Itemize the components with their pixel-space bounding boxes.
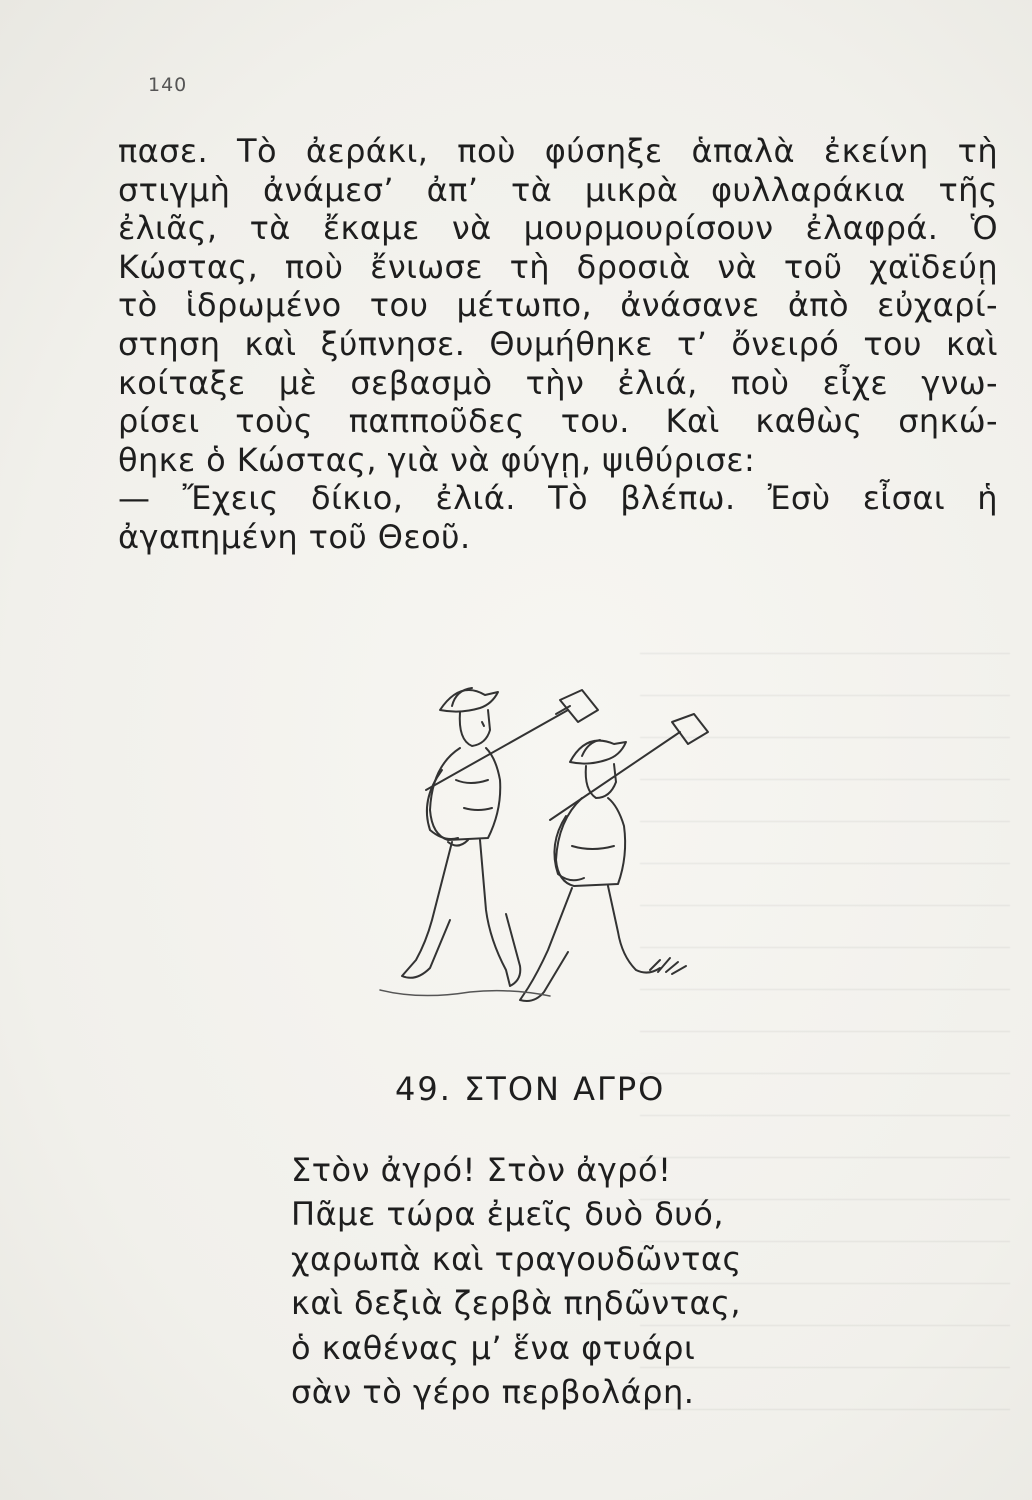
prose-line: ἐλιᾶς, τὰ ἔκαμε νὰ μουρμουρίσουν ἐλαφρά. Ὁ bbox=[118, 209, 998, 248]
page-number: 140 bbox=[148, 74, 188, 96]
prose-line: ἀγαπημένη τοῦ Θεοῦ. bbox=[118, 517, 471, 556]
poem-body bbox=[291, 1148, 742, 1414]
boys-with-shovels-illustration bbox=[360, 670, 730, 1010]
prose-line: Κώστας, ποὺ ἔνιωσε τὴ δροσιὰ νὰ τοῦ χαϊδεύῃ bbox=[118, 247, 998, 286]
prose-line: κοίταξε μὲ σεβασμὸ τὴν ἐλιά, ποὺ εἶχε γνω- bbox=[118, 363, 998, 402]
prose-line: πασε. Τὸ ἀεράκι, ποὺ φύσηξε ἁπαλὰ ἐκείνη τὴ bbox=[118, 132, 998, 170]
prose-line: στηση καὶ ξύπνησε. Θυμήθηκε τ’ ὄνειρό του καὶ bbox=[118, 324, 998, 363]
prose-line: ρίσει τοὺς παπποῦδες του. Καὶ καθὼς σηκώ- bbox=[118, 402, 998, 441]
poem-verse: καὶ δεξιὰ ζερβὰ πηδῶντας, bbox=[291, 1284, 742, 1323]
poem-verse: Στὸν ἀγρό! Στὸν ἀγρό! bbox=[291, 1151, 672, 1189]
prose-line: τὸ ἱδρωμένο του μέτωπο, ἀνάσανε ἀπὸ εὐχαρί- bbox=[118, 286, 998, 325]
boy-left-figure bbox=[402, 688, 598, 986]
prose-line: — Ἔχεις δίκιο, ἐλιά. Τὸ βλέπω. Ἐσὺ εἶσαι ἡ bbox=[118, 479, 998, 518]
poem-verse: ὁ καθένας μ’ ἕνα φτυάρι bbox=[291, 1328, 696, 1367]
poem-verse: Πᾶμε τώρα ἐμεῖς δυὸ δυό, bbox=[291, 1195, 725, 1234]
poem-title: 49. ΣΤΟΝ ΑΓΡΟ bbox=[395, 1070, 666, 1108]
prose-line: στιγμὴ ἀνάμεσ’ ἀπ’ τὰ μικρὰ φυλλαράκια τῆς bbox=[118, 170, 998, 209]
prose-paragraph bbox=[118, 132, 998, 557]
boy-right-figure bbox=[520, 714, 708, 1001]
poem-verse: χαρωπὰ καὶ τραγουδῶντας bbox=[291, 1239, 742, 1278]
poem-verse: σὰν τὸ γέρο περβολάρη. bbox=[291, 1373, 695, 1412]
prose-line: θηκε ὁ Κώστας, γιὰ νὰ φύγῃ, ψιθύρισε: bbox=[118, 440, 756, 479]
